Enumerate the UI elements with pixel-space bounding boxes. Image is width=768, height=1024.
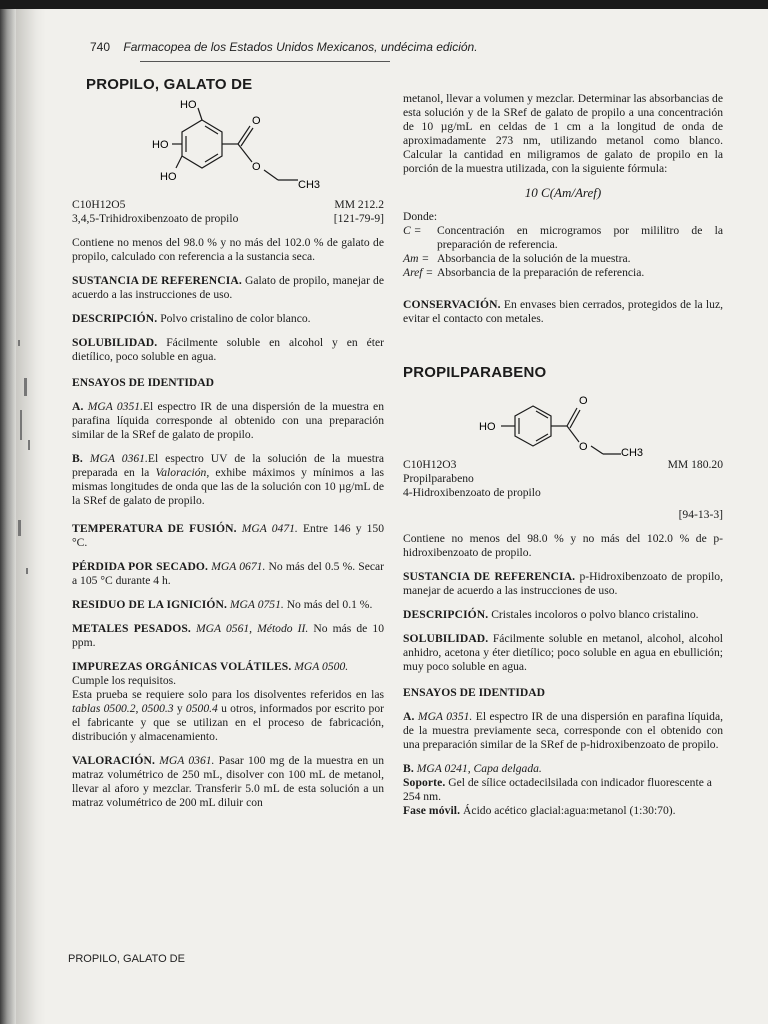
scan-edge-shadow [0,0,16,1024]
def-aref-symbol: Aref = [403,266,434,279]
solubility-text: Fácilmente soluble en alcohol y en éter dietílico, poco soluble en agua. [72,336,384,363]
test-b-text1: El espectro UV de la solución de la muestra preparada en la [72,452,384,479]
scan-speck [26,568,28,574]
right-column [403,92,723,818]
def-am-symbol: Am = [403,252,430,265]
reference-substance [72,274,384,302]
loss-mga: MGA 0671. [211,560,266,573]
identity-tests-heading: ENSAYOS DE IDENTIDAD [72,376,214,389]
scan-speck [18,520,21,536]
propyl-gallate-structure [72,96,332,196]
scan-speck [20,410,22,440]
metals-text: No más de 10 ppm. [72,622,384,649]
paraben-ref-text: p-Hidroxibenzoato de propilo, manejar de acuerdo a las instrucciones de uso. [403,570,723,597]
assay-continued [403,92,723,176]
def-am-text: Absorbancia de la solución de la muestra. [437,252,631,265]
paraben-test-a [403,710,723,752]
metals-mga: MGA 0561, Método II. [195,622,309,635]
ch3-label: CH3 [298,179,321,191]
description [72,312,384,326]
description-label: DESCRIPCIÓN. [72,312,158,325]
paraben-test-b-label: B. [403,762,414,775]
ester-o-label: O [252,161,261,173]
definition-c [403,224,723,252]
loss-on-drying [72,560,384,588]
paraben-ho-label: HO [479,421,496,433]
calc-formula: 10 C(Am/Aref) [524,185,602,200]
test-a-mga: MGA 0351. [87,400,143,413]
mobile-phase-text: Ácido acético glacial:agua:metanol (1:30:70). [463,804,676,817]
assay [72,754,384,810]
definition-aref [403,266,723,280]
molecular-formula: C10H12O5 [72,198,126,211]
identity-test-a [72,400,384,442]
test-a-label: A. [72,400,84,413]
formula-row [72,198,384,212]
residue-label: RESIDUO DE LA IGNICIÓN. [72,598,227,611]
scan-top-border [0,0,768,9]
identity-test-b [72,452,384,508]
test-b-mga: MGA 0361. [89,452,148,465]
paraben-support [403,776,723,804]
solubility-label: SOLUBILIDAD. [72,336,158,349]
chemical-name: 3,4,5-Trihidroxibenzoato de propilo [72,212,239,225]
solubility [72,336,384,364]
paraben-description [403,608,723,622]
content-statement [72,236,384,264]
test-b-text2: exhibe máximos y mínimos a las mismas longitudes de onda que las de la solución con 10 µg/mL de la SRef de galato de propilo. [72,466,384,507]
name-row [72,212,384,226]
left-column [72,78,384,820]
donde-label: Donde: [403,210,438,223]
page-footer: PROPILO, GALATO DE [68,953,185,965]
residue-mga: MGA 0751. [229,598,284,611]
paraben-ch3-label: CH3 [621,447,644,456]
paraben-mobile-phase [403,804,723,818]
paraben-chemical-name: 4-Hidroxibenzoato de propilo [403,486,541,499]
residue-text: No más del 0.1 %. [286,598,373,611]
monograph-title-propyl-gallate: PROPILO, GALATO DE [86,76,253,93]
scan-speck [28,440,30,450]
residue-on-ignition [72,598,384,612]
assay-text: Pasar 100 mg de la muestra en un matraz volumétrico de 250 mL, disolver con 100 mL de metanol, llevar al aforo y mezclar. Transferir 5.0 mL de esta solución a un matraz volumétrico de 200 mL diluir con [72,754,385,809]
impurities-text3: u otros, informados por escrito por el fabricante y que se utilizan en el proceso de fabricación, distribución y almacenamiento. [72,702,384,743]
metals-label: METALES PESADOS. [72,622,191,635]
page-number: 740 [90,40,111,54]
paraben-ester-o-label: O [579,441,588,453]
running-title: Farmacopea de los Estados Unidos Mexicanos, undécima edición. [123,40,478,54]
paraben-desc-label: DESCRIPCIÓN. [403,608,489,621]
cas-number: [121-79-9] [333,212,384,225]
impurities-label: IMPUREZAS ORGÁNICAS VOLÁTILES. [72,660,292,673]
paraben-content-text: Contiene no menos del 98.0 % y no más del 102.0 % de p-hidroxibenzoato de propilo. [403,532,723,559]
test-b-valoracion: Valoración, [155,466,210,479]
paraben-sol-label: SOLUBILIDAD. [403,632,489,645]
melting-mga: MGA 0471. [241,522,298,535]
melting-label: TEMPERATURA DE FUSIÓN. [72,522,237,535]
mobile-phase-label: Fase móvil. [403,804,461,817]
loss-text: No más del 0.5 %. Secar a 105 °C durante 4 h. [72,560,385,587]
paraben-mw: MM 180.20 [667,458,723,471]
paraben-ref-label: SUSTANCIA DE REFERENCIA. [403,570,576,583]
test-a-text: El espectro IR de una dispersión de la muestra en parafina líquida corresponde al obtenido con una preparación similar de la SRef de galato de propilo. [72,400,384,441]
volatile-impurities [72,660,384,744]
impurities-and: y [176,702,183,715]
storage-label: CONSERVACIÓN. [403,298,501,311]
loss-label: PÉRDIDA POR SECADO. [72,560,209,573]
paraben-test-b-mga: MGA 0241, Capa delgada. [416,762,542,775]
molecular-weight: MM 212.2 [334,198,384,211]
ho-top-label: HO [180,99,197,111]
scan-speck [18,340,20,346]
paraben-test-a-text: El espectro IR de una dispersión en parafina líquida, de la muestra previamente seca, corresponde con el obtenido con una preparación similar de la SRef de p-hidroxibenzoato de propilo. [403,710,723,751]
paraben-common-name: Propilparabeno [403,472,474,485]
paraben-identity-heading: ENSAYOS DE IDENTIDAD [403,686,545,699]
scan-edge-fade [16,0,46,1024]
paraben-cas: [94-13-3] [678,508,723,521]
impurities-table4: 0500.4 [185,702,218,715]
def-aref-text: Absorbancia de la preparación de referencia. [437,266,645,279]
reference-text: Galato de propilo, manejar de acuerdo a las instrucciones de uso. [72,274,385,301]
paraben-sol-text: Fácilmente soluble en metanol, alcohol, alcohol anhidro, acetona y éter dietílico; poco soluble en agua en ebullición; muy poco soluble en agua. [403,632,723,673]
paraben-content [403,532,723,560]
paraben-test-a-label: A. [403,710,415,723]
assay-label: VALORACIÓN. [72,754,156,767]
page-header [90,40,730,54]
paraben-reference [403,570,723,598]
paraben-desc-text: Cristales incoloros o polvo blanco cristalino. [491,608,699,621]
def-c-symbol: C = [403,224,422,237]
assay-mga: MGA 0361. [159,754,215,767]
definition-am [403,252,723,266]
paraben-formula: C10H12O3 [403,458,457,471]
storage [403,298,723,326]
impurities-text2: Esta prueba se requiere solo para los disolventes referidos en las [72,688,384,701]
content-text: Contiene no menos del 98.0 % y no más del 102.0 % de galato de propilo, calculado con referencia a la sustancia seca. [72,236,384,263]
test-b-label: B. [72,452,83,465]
support-label: Soporte. [403,776,446,789]
melting-text: Entre 146 y 150 °C. [72,522,385,549]
storage-text: En envases bien cerrados, protegidos de la luz, evitar el contacto con metales. [403,298,723,325]
def-c-text: Concentración en microgramos por mililitro de la preparación de referencia. [437,224,723,251]
scan-speck [24,378,27,396]
heavy-metals [72,622,384,650]
paraben-formula-row [403,458,723,472]
paraben-test-a-mga: MGA 0351. [417,710,473,723]
paraben-test-b [403,762,723,776]
monograph-title-propylparaben: PROPILPARABENO [403,364,547,381]
ho-mid-label: HO [152,139,169,151]
impurities-tables: tablas 0500.2, 0500.3 [72,702,174,715]
paraben-solubility [403,632,723,674]
assay-continued-text: metanol, llevar a volumen y mezclar. Determinar las absorbancias de esta solución y de la SRef de galato de propilo a una concentración de 10 µg/mL en celdas de 1 cm a la longitud de onda de aproximadamente 273 nm, utilizando metanol como blanco. Calcular la cantidad en miligramos de galato de propilo en la porción de la muestra utilizada, con la siguiente fórmula: [403,92,723,175]
reference-label: SUSTANCIA DE REFERENCIA. [72,274,242,287]
header-rule [140,61,390,62]
ho-bottom-label: HO [160,171,177,183]
propylparaben-structure [403,384,703,456]
support-text: Gel de sílice octadecilsilada con indicador fluorescente a 254 nm. [403,776,712,803]
carbonyl-o-label: O [252,115,261,127]
impurities-text1: Cumple los requisitos. [72,674,177,687]
impurities-mga: MGA 0500. [294,660,349,673]
description-text: Polvo cristalino de color blanco. [160,312,311,325]
melting-temperature [72,522,384,550]
paraben-carbonyl-o-label: O [579,395,588,407]
